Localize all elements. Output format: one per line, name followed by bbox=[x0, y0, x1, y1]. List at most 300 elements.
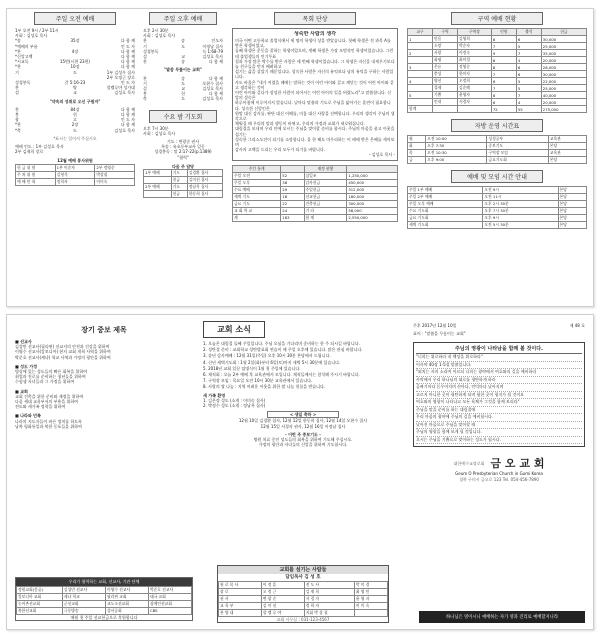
essay-subtitle: 성숙한 사람의 생각 bbox=[293, 31, 337, 37]
order-cell: 찬 bbox=[143, 38, 147, 44]
table-cell: 원 로 목 사 bbox=[219, 581, 262, 588]
church-name: 금 오 교 회 bbox=[490, 457, 545, 471]
order-cell: 봉 bbox=[143, 91, 147, 97]
bulletin-inner-sheet bbox=[6, 8, 594, 307]
cover-line: 여호와의 영광이 나타나고 모든 육체가 그것을 함께 보리라" bbox=[416, 399, 582, 407]
table-cell: 정원교회(몽골) bbox=[17, 586, 63, 593]
table-cell: 35,000 bbox=[541, 50, 586, 57]
table-cell: 주일 오후 예배 bbox=[408, 201, 483, 208]
table-cell: 한동희 집사 bbox=[187, 191, 222, 198]
table-cell: 1부 예배 bbox=[144, 170, 172, 177]
order-cell: 인 도 자 bbox=[120, 43, 135, 49]
statistics-table bbox=[232, 165, 398, 222]
table-cell: 7 bbox=[491, 43, 516, 50]
table-cell: 계 bbox=[233, 214, 281, 221]
essay-line: 감사의 고백을 드리는 우리 모두가 되기를 바랍니다. bbox=[235, 147, 326, 153]
order-cell: 김성호 목사 bbox=[202, 96, 223, 102]
order-cell: 84장 bbox=[70, 106, 80, 112]
table-cell: 새벽 기도 bbox=[233, 193, 281, 200]
cell-group-table bbox=[407, 28, 587, 113]
table-cell: 십일조 bbox=[304, 172, 347, 179]
table-cell: 김미선 집사 bbox=[187, 177, 222, 184]
table-cell: 정희자 bbox=[55, 178, 95, 185]
table-row bbox=[17, 586, 192, 593]
order-cell: 다 함 께 bbox=[208, 75, 223, 81]
table-cell: 5 bbox=[516, 85, 541, 92]
meta-line: 사회 : 김성호 목사 bbox=[143, 33, 176, 39]
table-cell: 윤 영 자 bbox=[354, 595, 387, 602]
order-cell: 2장 bbox=[71, 122, 79, 128]
table-row bbox=[408, 64, 587, 71]
table-cell: 25,000 bbox=[541, 85, 586, 92]
order-cell: *축 bbox=[15, 127, 21, 133]
birthday-item: 12월 10일 김경환 집사, 12월 12일 한동희 집사, 12월 14일 오현수 집사 bbox=[238, 418, 368, 424]
table-row bbox=[408, 136, 587, 143]
table-cell: 농어촌선교회 bbox=[17, 600, 63, 607]
birthday-list bbox=[203, 418, 403, 428]
prayer-item: 전도와 새가족 정착을 위하여 bbox=[15, 404, 66, 410]
denomination: 대한예수교장로회 bbox=[453, 460, 485, 466]
table-cell: 7 bbox=[491, 85, 516, 92]
meta-line: 1부 오전 9시 / 2부 11시 bbox=[15, 28, 59, 33]
table-cell: 3 bbox=[408, 64, 433, 71]
wednesday-order bbox=[143, 139, 223, 160]
order-cell: 다 함 께 bbox=[120, 59, 135, 65]
staff-table bbox=[218, 581, 388, 617]
order-cell: 도 bbox=[181, 96, 185, 102]
table-cell: 22 bbox=[281, 200, 304, 207]
table-cell: 금요 기도회 bbox=[408, 215, 483, 222]
mission-footer: 매월 첫 주일 선교헌금으로 후원합니다 bbox=[70, 614, 138, 620]
table-cell: 헌금 bbox=[171, 177, 187, 184]
order-cell: 갈 5:16-23 bbox=[64, 80, 86, 86]
news-item: 4. 신년 새벽기도회 : 1월 2일(화)부터 6일(토)까지 새벽 5시 30분에 있습니다. bbox=[203, 359, 341, 365]
morning-service-title: 주일 오전 예배 bbox=[34, 12, 116, 25]
schedule-title: 자방 운영 시간표 bbox=[451, 119, 543, 132]
table-cell: 캄보디아 교회 bbox=[17, 593, 63, 600]
table-cell: 김영희 bbox=[457, 36, 491, 43]
table-cell: 찬 양 대 bbox=[219, 609, 262, 616]
office-contact: 교회 사무실 : 031-123-4567 bbox=[276, 616, 330, 622]
table-cell: 오후 7:30 bbox=[426, 143, 487, 150]
table-row bbox=[219, 588, 388, 595]
table-cell: 2 bbox=[408, 50, 433, 57]
staff-box bbox=[217, 565, 389, 623]
duty-line: 예배 인도 : 1부 김성호 목사 bbox=[15, 144, 64, 150]
table-row bbox=[233, 200, 398, 207]
table-cell: 박준호 선교사 bbox=[148, 586, 191, 593]
table-row bbox=[233, 207, 398, 214]
essay-sign: - 김성호 목사 - bbox=[368, 152, 395, 158]
order-cell: 김성호 목사 bbox=[202, 54, 223, 60]
table-cell: 30,000 bbox=[541, 36, 586, 43]
table-cell: 5 bbox=[516, 43, 541, 50]
table-head-cell: 주간 통계 bbox=[233, 165, 281, 172]
order-cell: 다 함 께 bbox=[120, 38, 135, 44]
church-english-name: Geum O Presbyterian Church in Gumi Korea bbox=[455, 471, 543, 477]
news-item: 1. 오늘은 대림절 둘째 주일입니다. 주님 오심을 기다리며 준비하는 한 주 되시길 바랍니다. bbox=[203, 341, 360, 346]
church-address: 경북 구미시 금오로 123 Tel. 054-456-7890 bbox=[459, 476, 539, 482]
table-cell: 최미경 bbox=[457, 57, 491, 64]
meta-line: 사회 : 김성호 목사 bbox=[143, 130, 176, 136]
table-cell: 선교헌금 bbox=[304, 193, 347, 200]
table-cell: 18 bbox=[281, 193, 304, 200]
order-cell: 성경봉독 bbox=[15, 80, 31, 86]
table-cell: 주일 오전 bbox=[233, 172, 281, 179]
essay-line: 섬기는 삶을 살았기 때문입니다. 성숙한 사람은 자신의 유익보다 남의 유익을 구하는 사람입니다. bbox=[235, 69, 394, 80]
table-row bbox=[408, 106, 587, 113]
table-head-cell bbox=[347, 165, 398, 172]
mission-box-title: 우리가 협력하는 교회, 선교사, 기관 단체 bbox=[16, 578, 192, 586]
order-cell: 찬 bbox=[143, 59, 147, 65]
table-cell: 김 재 희 bbox=[304, 588, 354, 595]
table-cell: 이정숙 bbox=[457, 50, 491, 57]
new-family-title: 새 가족 환영 bbox=[203, 392, 226, 398]
table-cell: 오 정 근 bbox=[261, 588, 304, 595]
table-cell: 정 희 자 bbox=[304, 602, 354, 609]
mission-table bbox=[16, 586, 192, 615]
order-cell: 다 함 께 bbox=[120, 112, 135, 118]
table-head-row bbox=[233, 165, 398, 172]
prayer-item: 수험생 자녀들과 그 가정을 위하여 bbox=[15, 379, 75, 385]
table-cell: 본당 bbox=[558, 187, 586, 194]
table-row bbox=[408, 92, 587, 99]
prayer-item: 김성민 선교사(필리핀) 선교지의 안전과 건강을 위하여 bbox=[15, 344, 110, 350]
afternoon-service-column bbox=[143, 9, 223, 306]
table-row bbox=[219, 595, 388, 602]
table-cell: 기 타 bbox=[304, 207, 347, 214]
table-cell bbox=[457, 106, 491, 113]
table-cell: 감사헌금 bbox=[304, 179, 347, 186]
news-column bbox=[203, 315, 403, 629]
prayer-title: 장기 중보 제목 bbox=[81, 326, 127, 334]
table-row bbox=[408, 36, 587, 43]
table-cell: 본당 bbox=[558, 201, 586, 208]
order-cell: 다 함 께 bbox=[120, 54, 135, 60]
table-cell: 주일 2부 예배 bbox=[408, 194, 483, 201]
sermon-title: "약속의 성취로 오신 구원자" bbox=[49, 98, 101, 104]
order-cell: 이정남 집사 bbox=[202, 43, 223, 49]
table-cell: 교도소선교회 bbox=[105, 600, 148, 607]
order-cell: 양 bbox=[73, 85, 77, 91]
table-cell: 오정희 bbox=[457, 78, 491, 85]
order-cell: 송 bbox=[181, 38, 185, 44]
table-cell: 인내 bbox=[432, 99, 457, 106]
table-row bbox=[408, 194, 587, 201]
prayer-item: 나라의 지도자들이 바른 정치를 하도록 bbox=[15, 418, 82, 424]
intercession-list bbox=[203, 437, 403, 447]
table-cell: 30,000 bbox=[541, 71, 586, 78]
intercession-item: 가정의 평안과 자녀들의 신앙을 위하여 기도합시다. bbox=[258, 442, 348, 448]
order-cell: 축 bbox=[143, 96, 147, 102]
order-cell: 다 함 께 bbox=[120, 48, 135, 54]
table-cell: 절제 bbox=[432, 85, 457, 92]
wednesday-meta bbox=[143, 126, 223, 136]
table-cell: 본당 bbox=[548, 143, 586, 150]
table-cell: 5 bbox=[408, 92, 433, 99]
table-cell: 화평 bbox=[432, 57, 457, 64]
intercession-item: 병원 치료 중인 성도들의 회복을 위하여 기도해 주십시오. bbox=[253, 437, 353, 443]
table-row bbox=[408, 50, 587, 57]
table-head-cell: 출석 bbox=[516, 29, 541, 36]
table-cell: 4 bbox=[516, 99, 541, 106]
service-times-title: 예배 및 모임 시간 안내 bbox=[451, 170, 543, 183]
table-cell: 기쁨 bbox=[432, 92, 457, 99]
table-cell: 오후 9시 bbox=[483, 215, 558, 222]
table-cell: 7 bbox=[516, 50, 541, 57]
table-cell: 합 계 bbox=[304, 214, 347, 221]
table-cell: 72 bbox=[491, 106, 516, 113]
table-cell bbox=[354, 609, 387, 616]
schedule-table bbox=[407, 135, 587, 164]
cover-column bbox=[413, 315, 585, 629]
order-cell: 교 bbox=[181, 86, 185, 92]
order-cell: 다 함 께 bbox=[120, 106, 135, 112]
order-row bbox=[15, 90, 135, 95]
order-cell: 인도자 bbox=[211, 38, 223, 44]
table-cell bbox=[432, 106, 457, 113]
table-cell: 52 bbox=[281, 172, 304, 179]
table-cell: 8 bbox=[491, 92, 516, 99]
essay-line: 하루아침에 이루어지지 않습니다. 날마다 말씀과 기도로 주님을 닮아가는 훈련이 필요합니다. 성숙한 신앙인은 bbox=[235, 100, 391, 111]
table-cell: 6 bbox=[516, 64, 541, 71]
order-cell: 기 bbox=[15, 69, 19, 75]
table-cell: 주일 오후 bbox=[233, 179, 281, 186]
table-cell: 6 bbox=[491, 57, 516, 64]
order-cell: 기 bbox=[143, 43, 147, 49]
table-cell: 기도 bbox=[171, 170, 187, 177]
table-cell: 케냐 학교 bbox=[62, 593, 105, 600]
table-cell: 장 로 bbox=[219, 588, 262, 595]
order-cell: *시교독 bbox=[15, 59, 29, 65]
prayer-item: 교회 건축을 위한 준비와 재정을 위하여 bbox=[15, 393, 84, 399]
table-row bbox=[408, 78, 587, 85]
table-cell: 55 bbox=[516, 106, 541, 113]
cover-line: 주님을 맞을 준비를 하는 대림절에 bbox=[416, 407, 582, 415]
prayer-section-heading: ■ 선교사 bbox=[15, 339, 32, 344]
table-cell: 183 bbox=[281, 214, 304, 221]
table-row bbox=[408, 222, 587, 229]
order-cell: 15번(시편 23편) bbox=[59, 59, 90, 65]
table-row bbox=[233, 186, 398, 193]
meta-line: 사회 : 김성호 목사 bbox=[15, 33, 48, 39]
news-item: 5. 2018년 교회 일꾼 임명식이 1월 첫 주일에 있습니다. bbox=[203, 365, 301, 371]
table-cell: 오후 9:00 bbox=[426, 157, 487, 164]
order-cell: 2부 오정근 장로 bbox=[106, 74, 135, 80]
table-cell: 최 영 민 bbox=[354, 588, 387, 595]
volunteers-table bbox=[15, 164, 135, 186]
table-row bbox=[408, 99, 587, 106]
table-cell: 본당 bbox=[558, 208, 586, 215]
order-cell: 봉 bbox=[15, 112, 19, 118]
table-cell: 1 bbox=[408, 36, 433, 43]
cover-line: 골짜기마다 돋우어지며 산마다, 언덕마다 낮아지며 bbox=[416, 384, 582, 392]
table-head-cell: 인원 bbox=[491, 29, 516, 36]
prayer-item: 다음 세대 교육부서의 부흥을 위하여 bbox=[15, 399, 79, 405]
table-cell: 7 bbox=[491, 71, 516, 78]
order-cell: 1부 김성우 집사 bbox=[106, 69, 135, 75]
table-cell: 장애인선교회 bbox=[148, 600, 191, 607]
table-cell: 금 bbox=[408, 157, 426, 164]
next-week-title: 다음 주 담당 bbox=[171, 163, 195, 169]
order-cell: 김성호 목사 bbox=[114, 127, 135, 133]
table-cell: 월 bbox=[408, 136, 426, 143]
order-row bbox=[143, 96, 223, 101]
order-cell: 김성호 목사 bbox=[114, 90, 135, 96]
meta-line: 오후 2시 30분 bbox=[143, 28, 169, 33]
table-row bbox=[17, 607, 192, 614]
essay-body bbox=[235, 38, 395, 152]
table-cell: 금요기도회 bbox=[487, 157, 548, 164]
order-cell: *찬 bbox=[15, 122, 21, 128]
order-cell: *찬 bbox=[15, 64, 21, 70]
essay-line: 원망 대신 감사를, 판단 대신 이해를, 미움 대신 사랑을 선택합니다. 우리의 생각이 주님의 생각으로 bbox=[235, 110, 395, 122]
table-cell: 태국 교회 bbox=[148, 593, 191, 600]
afternoon-service-order-2 bbox=[143, 76, 223, 102]
table-cell: 박 미 경 bbox=[354, 581, 387, 588]
cell-group-column bbox=[407, 9, 587, 306]
order-cell: 4장 bbox=[71, 48, 79, 54]
order-cell: 오현수 집사 bbox=[202, 80, 223, 86]
service-times-table bbox=[407, 186, 587, 229]
cover-line: 고르지 아니한 곳이 평탄하게 되며 험한 곳이 평지가 될 것이요 bbox=[416, 392, 582, 400]
table-row bbox=[408, 208, 587, 215]
cover-line: "외치는 자의 소리여 이르되 너희는 광야에서 여호와의 길을 예비하라 bbox=[416, 369, 582, 377]
table-cell: 군선교회 bbox=[62, 600, 105, 607]
church-motto: 표어 : "말씀을 무릎이는 교회" bbox=[413, 331, 466, 337]
order-cell: 찬 bbox=[15, 106, 19, 112]
order-row bbox=[15, 128, 135, 133]
table-row bbox=[219, 609, 388, 616]
table-cell: 2부 예배 bbox=[144, 184, 172, 191]
next-week-table bbox=[143, 169, 223, 198]
cover-footer-verse: 하나님은 영이시니 예배하는 자가 영과 진리로 예배할지니라 bbox=[419, 611, 585, 623]
table-cell: 박상철 bbox=[95, 171, 135, 178]
afternoon-service-meta bbox=[143, 28, 223, 38]
order-cell: 설 bbox=[143, 86, 147, 92]
table-cell bbox=[408, 57, 433, 64]
table-cell: 건축헌금 bbox=[304, 200, 347, 207]
table-cell: 주일헌금 bbox=[304, 186, 347, 193]
cover-message-box bbox=[413, 342, 585, 447]
prayer-item: 병상에 있는 성도들의 빠른 회복을 위하여 bbox=[15, 369, 88, 375]
table-cell: 한미자 bbox=[457, 71, 491, 78]
table-cell: 예 배 안 내 bbox=[16, 178, 56, 185]
morning-service-order-2 bbox=[15, 107, 135, 133]
order-cell: 도 bbox=[73, 127, 77, 133]
table-row bbox=[408, 57, 587, 64]
table-cell: 58,000 bbox=[347, 207, 398, 214]
issue-number: 제 48 호 bbox=[569, 323, 585, 328]
news-title: 교회 소식 bbox=[203, 321, 265, 338]
table-cell: 북한선교회 bbox=[17, 607, 63, 614]
news-item: 8. 사랑의 쌀 나눔 : 지역 어려운 이웃을 위한 쌀 나눔 헌물을 받습니다. bbox=[203, 384, 326, 390]
table-cell: 4 bbox=[408, 78, 433, 85]
table-cell: 본당 bbox=[558, 194, 586, 201]
table-cell: 서경자 bbox=[457, 99, 491, 106]
table-cell: 20,000 bbox=[541, 99, 586, 106]
table-cell: 29 bbox=[281, 186, 304, 193]
order-line: "협력" bbox=[177, 154, 189, 160]
cover-line: "너희는 위로하라 내 백성을 위로하라" bbox=[416, 354, 582, 362]
table-row bbox=[17, 600, 192, 607]
new-family-item: 1. 김은정 성도 (소개 : 이미숙 집사) bbox=[203, 397, 266, 403]
news-item: 2. 성탄절 준비 : 교회학교 성탄발표회 연습이 매 주일 오후에 있습니다. 많은 관심 바랍니다. bbox=[203, 347, 363, 353]
table-cell: 정영순 bbox=[457, 64, 491, 71]
table-cell: 2부 정영순 bbox=[95, 164, 135, 171]
table-row bbox=[408, 71, 587, 78]
table-cell: 180,000 bbox=[347, 193, 398, 200]
cover-line: 우리 마음의 광야에 주님의 길을 예비합시다. bbox=[416, 414, 582, 422]
table-cell: 5 bbox=[516, 78, 541, 85]
table-cell: 수요 기도회 bbox=[408, 208, 483, 215]
table-cell: 주일 1부 예배 bbox=[408, 187, 483, 194]
order-cell: 헌 bbox=[181, 91, 185, 97]
cover-line: 오시는 주님을 기쁨으로 맞이하는 성도가 됩시다. bbox=[416, 437, 582, 445]
table-row bbox=[408, 150, 587, 157]
table-cell bbox=[408, 99, 433, 106]
volunteers-title: 12월 예배 봉사위원 bbox=[57, 158, 93, 164]
staff-title: 교회를 섬기는 사람들 bbox=[218, 566, 388, 574]
table-cell: 오전 10:30 bbox=[426, 150, 487, 157]
cover-line: 낮아진 마음으로 주님을 맞이할 때 bbox=[416, 422, 582, 430]
table-cell: 충성 bbox=[432, 71, 457, 78]
prayer-column bbox=[15, 315, 193, 629]
table-cell: 김순례 bbox=[457, 85, 491, 92]
order-cell: 다 함 께 bbox=[120, 64, 135, 70]
meta-line: 오후 7시 30분 bbox=[143, 125, 169, 131]
table-cell: 사랑 bbox=[432, 50, 457, 57]
table-cell: 오후 7시 30분 bbox=[483, 208, 558, 215]
table-cell: 교육관 bbox=[548, 136, 586, 143]
table-row bbox=[144, 177, 223, 184]
order-cell: 인 도 자 bbox=[120, 80, 135, 86]
order-cell: 도 bbox=[181, 80, 185, 86]
afternoon-service-title: 주일 오후 예배 bbox=[149, 12, 217, 25]
table-cell: 6 bbox=[516, 71, 541, 78]
table-cell: 믿음 bbox=[432, 36, 457, 43]
prayer-section-heading: ■ 나라와 민족 bbox=[15, 413, 41, 419]
table-cell: 중보기도 bbox=[487, 143, 548, 150]
table-cell: 김 미 선 bbox=[261, 602, 304, 609]
cover-message-body bbox=[416, 354, 582, 444]
prayer-item: 박준호 선교사(케냐) 학교 사역과 가정의 평안을 위하여 bbox=[15, 354, 111, 360]
order-cell: 10장 bbox=[70, 64, 80, 70]
table-cell: 김형석 bbox=[55, 171, 95, 178]
table-cell: 헌 금 위 원 bbox=[16, 164, 56, 171]
table-cell: 450,000 bbox=[347, 179, 398, 186]
cover-line: 이사야 40장 1-5절 말씀입니다. bbox=[416, 362, 582, 370]
table-head-cell: 재정 현황 bbox=[304, 165, 347, 172]
new-family-list bbox=[203, 398, 403, 408]
table-cell: 본당 bbox=[558, 215, 586, 222]
order-cell: 교 bbox=[73, 90, 77, 96]
table-row bbox=[408, 143, 587, 150]
new-family-item: 2. 박정수 성도 (소개 : 정남옥 집사) bbox=[203, 403, 266, 409]
table-row bbox=[408, 85, 587, 92]
table-cell: 합계 bbox=[408, 106, 433, 113]
table-row bbox=[17, 593, 192, 600]
table-cell: 새벽 기도회 bbox=[408, 222, 483, 229]
table-cell: 서 경 자 bbox=[304, 595, 354, 602]
table-cell: 300,000 bbox=[347, 200, 398, 207]
table-cell: 이 정 훈 bbox=[261, 581, 304, 588]
order-cell: 도 bbox=[181, 43, 185, 49]
table-cell: 7 bbox=[516, 92, 541, 99]
table-head-cell: 구역 bbox=[432, 29, 457, 36]
cover-message-title: 주님의 영광이 나타남을 함께 볼 것이다. bbox=[416, 345, 582, 354]
table-head-cell: 헌금 bbox=[541, 29, 586, 36]
